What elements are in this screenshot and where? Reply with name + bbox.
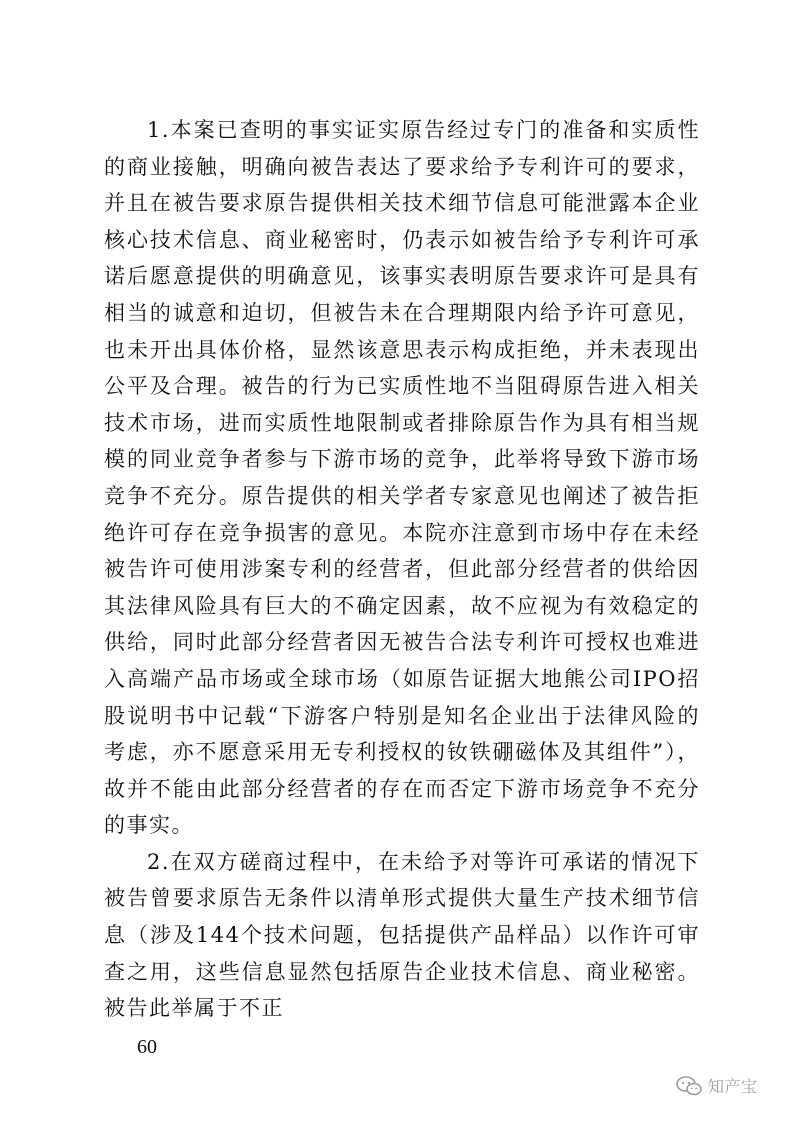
paragraph-2: 2.在双方磋商过程中，在未给予对等许可承诺的情况下被告曾要求原告无条件以清单形式提供大量生产技术细节信息（涉及144个技术问题，包括提供产品样品）以作许可审查之用，这些信息显然包括原告企业技术信息、商业秘密。被告此举属于不正: [104, 849, 700, 1021]
page-number: 60: [137, 1036, 157, 1058]
watermark-text: 知产宝: [708, 1077, 758, 1096]
wechat-icon: [676, 1076, 702, 1096]
watermark: [676, 1074, 758, 1097]
document-body: [104, 112, 700, 1027]
paragraph-1: 1.本案已查明的事实证实原告经过专门的准备和实质性的商业接触，明确向被告表达了要求给予专利许可的要求，并且在被告要求原告提供相关技术细节信息可能泄露本企业核心技术信息、商业秘密时，仍表示如被告给予专利许可承诺后愿意提供的明确意见，该事实表明原告要求许可是具有相当的诚意和迫切，但被告未在合理期限内给予许可意见，也未开出具体价格，显然该意思表示构成拒绝，并未表现出公平及合理。被告的行为已实质性地不当阻碍原告进入相关技术市场，进而实质性地限制或者排除原告作为具有相当规模的同业竞争者参与下游市场的竞争，此举将导致下游市场竞争不充分。原告提供的相关学者专家意见也阐述了被告拒绝许可存在竞争损害的意见。本院亦注意到市场中存在未经被告许可使用涉案专利的经营者，但此部分经营者的供给因其法律风险具有巨大的不确定因素，故不应视为有效稳定的供给，同时此部分经营者因无被告合法专利许可授权也难进入高端产品市场或全球市场（如原告证据大地熊公司IPO招股说明书中记载“下游客户特别是知名企业出于法律风险的考虑，亦不愿意采用无专利授权的钕铁硼磁体及其组件”），故并不能由此部分经营者的存在而否定下游市场竞争不充分的事实。: [104, 118, 700, 838]
